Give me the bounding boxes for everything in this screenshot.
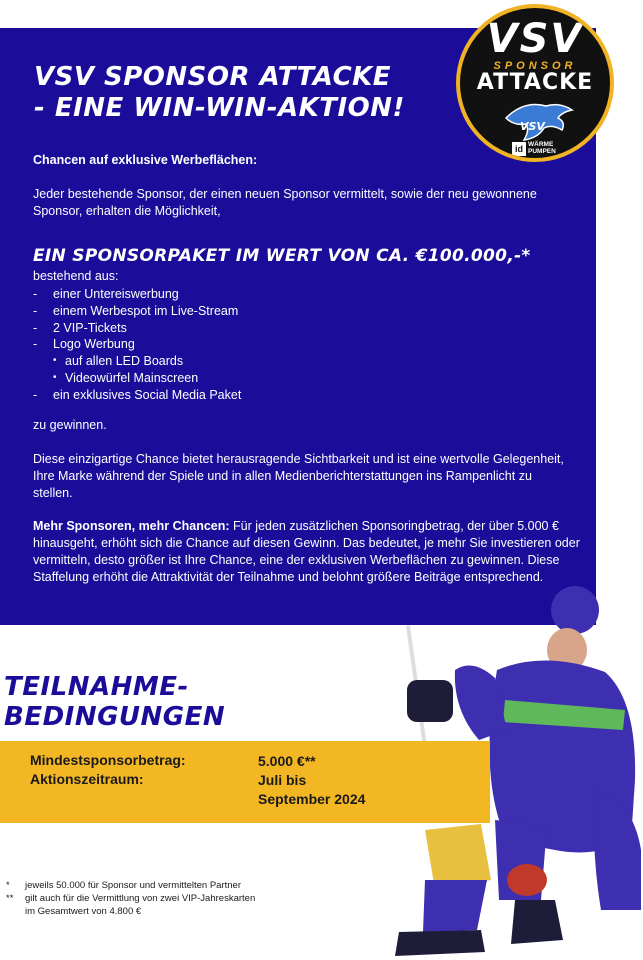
min-sponsor-label: Mindestsponsorbetrag: (30, 752, 186, 768)
id-logo-icon: id (512, 142, 526, 156)
list-subitem: • auf allen LED Boards (33, 353, 433, 370)
headline-line-1: VSV SPONSOR ATTACKE (34, 62, 392, 92)
more-sponsors-label: Mehr Sponsoren, mehr Chancen: (33, 519, 230, 533)
footnote-2-continuation: im Gesamtwert von 4.800 € (25, 906, 142, 917)
footnote-1-mark: * (6, 880, 10, 891)
list-item: - Logo Werbung (33, 336, 433, 353)
badge-sponsor-text: SPONSOR (493, 60, 577, 72)
more-sponsors-paragraph (33, 518, 583, 586)
list-item: - einer Untereiswerbung (33, 286, 433, 303)
conditions-title-line-2: BEDINGUNGEN (4, 702, 226, 732)
badge-vsv-text: VSV (486, 16, 584, 62)
footnote-2-text: gilt auch für die Vermittlung von zwei VIP-Jahreskarten (25, 893, 256, 904)
intro-label: Chancen auf exklusive Werbeflächen: (33, 153, 258, 167)
eagle-logo-icon (504, 98, 574, 142)
eagle-logo-text: VSV (520, 120, 545, 133)
footnote-2 (6, 892, 255, 905)
period-value-line-2: September 2024 (258, 791, 366, 807)
min-sponsor-value: 5.000 €** (258, 753, 316, 769)
footnote-1 (6, 879, 255, 892)
waerme-text: WÄRME (528, 141, 554, 148)
footnotes (6, 879, 255, 918)
list-item: - einem Werbespot im Live-Stream (33, 303, 433, 320)
package-subtitle: bestehend aus: (33, 269, 119, 283)
page-headline (34, 62, 464, 124)
footnote-2-mark: ** (6, 893, 14, 904)
pumpen-text: PUMPEN (528, 148, 556, 155)
chance-paragraph: Diese einzigartige Chance bietet herausragende Sichtbarkeit und ist eine wertvolle Gelegenheit, Ihre Marke während der Spiele und in allen Medienberichterstattungen ins Rampenlicht zu stellen. (33, 452, 564, 500)
period-label: Aktionszeitraum: (30, 771, 144, 787)
headline-line-2: - EINE WIN-WIN-AKTION! (34, 93, 405, 123)
intro-paragraph: Jeder bestehende Sponsor, der einen neuen Sponsor vermittelt, sowie der neu gewonnene Sponsor, erhalten die Möglichkeit, (33, 187, 537, 218)
waerme-pumpen-text (528, 141, 556, 155)
package-title: EIN SPONSORPAKET IM WERT VON CA. €100.000,-* (33, 246, 531, 266)
badge-attacke-text: ATTACKE (476, 70, 594, 95)
vsv-sponsor-attacke-badge (456, 4, 614, 162)
list-subitem: • Videowürfel Mainscreen (33, 370, 433, 387)
footnote-1-text: jeweils 50.000 für Sponsor und vermittelten Partner (25, 880, 241, 891)
list-item: - ein exklusives Social Media Paket (33, 387, 433, 404)
win-paragraph: zu gewinnen. (33, 418, 107, 432)
conditions-title-line-1: TEILNAHME- (4, 672, 189, 702)
package-item-list (33, 286, 433, 404)
conditions-title (4, 672, 225, 732)
list-item: - 2 VIP-Tickets (33, 320, 433, 337)
period-value-line-1: Juli bis (258, 772, 307, 788)
period-value (258, 771, 365, 809)
more-sponsors-text: Für jeden zusätzlichen Sponsoringbetrag, der über 5.000 € hinausgeht, erhöht sich die Chance auf diesen Gewinn. Das bedeutet, je mehr Sie investieren oder vermitteln, desto größer ist Ihre Chance, eine der exklusiven Werbeflächen zu gewinnen. Diese Staffelung erhöht die Attraktivität der Teilnahme und belohnt größere Beiträge entsprechend. (33, 519, 580, 584)
